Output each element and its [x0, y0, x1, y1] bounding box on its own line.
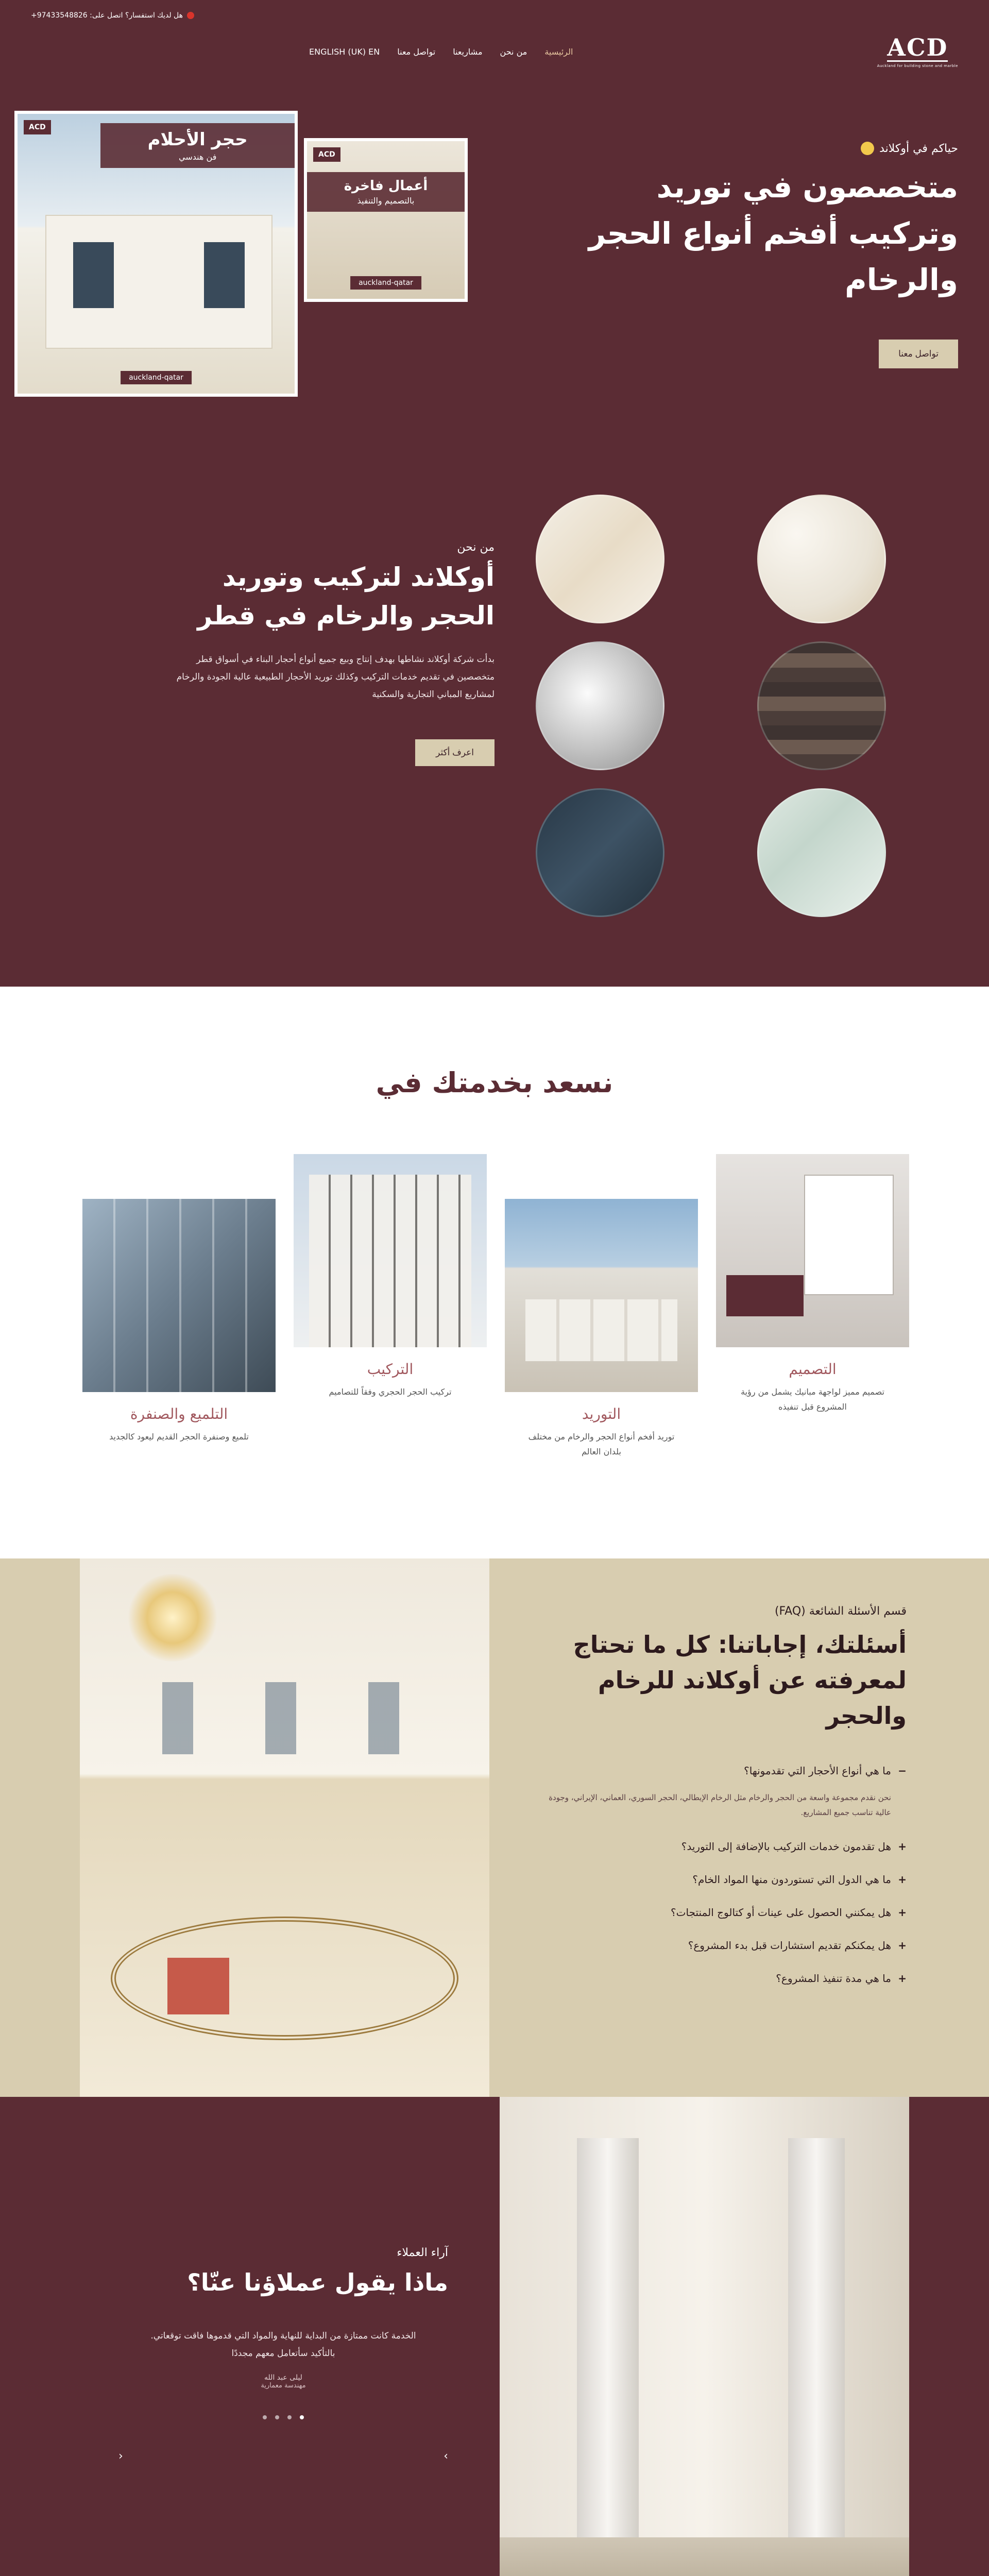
faq-item[interactable]: [536, 1939, 907, 1952]
faq-question: هل تقدمون خدمات التركيب بالإضافة إلى التوريد؟: [681, 1840, 891, 1853]
nav-menu: [309, 47, 573, 57]
floor-accent: [167, 1958, 229, 2014]
faq-item[interactable]: [536, 1906, 907, 1919]
service-desc: توريد أفخم أنواع الحجر والرخام من مختلف بلدان العالم: [528, 1432, 675, 1456]
service-polish-image: [82, 1199, 276, 1392]
hero-copy: [567, 142, 958, 368]
testimonials-section: [0, 2097, 989, 2576]
carousel-dot-active[interactable]: [300, 2415, 304, 2419]
stone-sample-dark-marble: [536, 788, 664, 917]
main-nav: [0, 28, 989, 75]
logo-mark: ACD: [887, 33, 948, 61]
carousel-dot[interactable]: [263, 2415, 267, 2419]
service-card-design[interactable]: [716, 1154, 909, 1415]
nav-item-home[interactable]: الرئيسية: [544, 46, 573, 57]
faq-title: أسئلتك، إجاباتنا: كل ما تحتاج لمعرفته عن أوكلاند للرخام والحجر: [573, 1631, 907, 1730]
expand-icon: +: [898, 1906, 907, 1919]
service-install-image: [294, 1154, 487, 1347]
about-title: أوكلاند لتركيب وتوريد الحجر والرخام في قطر: [197, 562, 494, 631]
faq-kicker: قسم الأسئلة الشائعة (FAQ): [774, 1605, 907, 1618]
service-title: التركيب: [367, 1361, 414, 1378]
hero-card-palace: [304, 138, 468, 302]
testimonials-body: [118, 2246, 448, 2463]
stone-sample-slate: [757, 641, 886, 770]
card-banner: [100, 123, 295, 168]
carousel-dot[interactable]: [275, 2415, 279, 2419]
expand-icon: +: [898, 1873, 907, 1886]
service-card-supply[interactable]: [505, 1199, 698, 1460]
carousel-dots: [118, 2415, 448, 2419]
topbar-phone[interactable]: [31, 11, 194, 20]
faq-question: ما هي أنواع الأحجار التي تقدمونها؟: [744, 1765, 891, 1777]
service-title: التوريد: [582, 1405, 621, 1422]
faq-item[interactable]: [536, 1840, 907, 1853]
stone-sample-green-marble: [757, 788, 886, 917]
about-body: بدأت شركة أوكلاند نشاطها بهدف إنتاج وبيع جميع أنواع أحجار البناء في أسواق قطر متخصصين في تقديم خدمات التركيب وكذلك توريد الأحجار الطبيعية عالية الجودة والرخام لمشاريع المباني التجارية والسكنية: [176, 654, 494, 700]
expand-icon: +: [898, 1840, 907, 1853]
nav-item-contact[interactable]: تواصل معنا: [397, 46, 436, 57]
service-title: التلميع والصنفرة: [130, 1405, 228, 1422]
phone-icon: [187, 12, 194, 19]
faq-item[interactable]: [536, 1765, 907, 1820]
faq-question: ما هي الدول التي تستوردون منها المواد الخام؟: [692, 1873, 891, 1886]
service-desc: تركيب الحجر الحجري وفقاً للتصاميم: [329, 1387, 452, 1397]
testimonials-image: [500, 2097, 909, 2576]
card-foot: auckland-qatar: [121, 371, 192, 384]
service-card-install[interactable]: [294, 1154, 487, 1400]
hero-title: متخصصون في توريد وتركيب أفخم أنواع الحجر والرخام: [588, 170, 958, 297]
carousel-dot[interactable]: [287, 2415, 292, 2419]
hero-section: [0, 0, 989, 397]
about-text: [175, 541, 494, 766]
faq-item[interactable]: [536, 1873, 907, 1886]
card-banner: [307, 172, 465, 212]
about-learn-more-button[interactable]: اعرف أكثر: [415, 739, 494, 766]
faq-answer: نحن نقدم مجموعة واسعة من الحجر والرخام مثل الرخام الإيطالي، الحجر السوري، العماني، الإيراني، وجودة عالية تناسب جميع المشاريع.: [549, 1793, 891, 1817]
service-title: التصميم: [789, 1361, 837, 1378]
card-banner-title: حجر الأحلام: [147, 129, 248, 150]
nav-item-about[interactable]: من نحن: [500, 46, 527, 57]
hero-palace-image: [307, 141, 465, 299]
about-kicker: من نحن: [457, 541, 494, 554]
faq-interior-image: [80, 1558, 489, 2097]
faq-question: ما هي مدة تنفيذ المشروع؟: [776, 1972, 891, 1985]
hero-welcome-text: حياكم في أوكلاند: [879, 142, 958, 155]
services-section: [0, 987, 989, 1558]
card-foot: auckland-qatar: [350, 276, 421, 290]
service-design-image: [716, 1154, 909, 1347]
stone-sample-grey-marble: [536, 641, 664, 770]
service-supply-image: [505, 1199, 698, 1392]
nav-item-language[interactable]: ENGLISH (UK) EN: [309, 46, 380, 57]
card-banner-sub: فن هندسي: [179, 152, 217, 162]
stone-sample-beige: [536, 495, 664, 623]
site-logo[interactable]: [877, 33, 958, 68]
card-brand: ACD: [313, 147, 340, 162]
wall-frames: [116, 1682, 453, 1754]
topbar-phone-text: هل لديك استفسار؟ اتصل على: 97433548826+: [31, 11, 183, 20]
testimonial-role: مهندسة معمارية: [261, 2382, 306, 2389]
logo-subtitle: Auckland for building stone and marble: [877, 63, 958, 68]
faq-list: [536, 1765, 907, 1985]
hero-villa-image: [18, 114, 295, 394]
service-desc: تصميم مميز لواجهة مبانيك يشمل من رؤية المشروع قبل تنفيذه: [741, 1387, 884, 1412]
card-banner-sub: بالتصميم والتنفيذ: [357, 196, 415, 206]
floor-medallion: [111, 1917, 458, 2040]
testimonial-text: الخدمة كانت ممتازة من البداية للنهاية والمواد التي قدموها فاقت توقعاتي. بالتأكيد سأتعامل معهم مجددًا: [150, 2331, 416, 2359]
testimonials-title: ماذا يقول عملاؤنا عنّا؟: [187, 2268, 448, 2296]
faq-item[interactable]: [536, 1972, 907, 1985]
lobby-floor: [500, 2537, 909, 2576]
card-brand: ACD: [24, 120, 51, 134]
waving-hand-icon: [861, 142, 874, 155]
services-title: نسعد بخدمتك في: [376, 1066, 613, 1099]
testimonial-quote: [149, 2327, 417, 2389]
faq-body: [536, 1605, 907, 2005]
about-section: [0, 397, 989, 987]
card-banner-title: أعمال فاخرة: [344, 178, 428, 194]
marble-pillar: [577, 2138, 639, 2540]
service-card-polish[interactable]: [82, 1199, 276, 1445]
chandelier: [126, 1574, 219, 1662]
hero-welcome: [567, 142, 958, 155]
faq-section: [0, 1558, 989, 2097]
stone-sample-cream: [757, 495, 886, 623]
stone-samples: [536, 495, 886, 917]
faq-question: هل يمكنكم تقديم استشارات قبل بدء المشروع؟: [688, 1939, 891, 1952]
expand-icon: +: [898, 1972, 907, 1985]
chevron-right-icon[interactable]: ›: [444, 2450, 448, 2463]
chevron-left-icon[interactable]: ‹: [118, 2450, 123, 2463]
hero-contact-button[interactable]: تواصل معنا: [879, 340, 958, 368]
marble-pillar: [788, 2138, 845, 2540]
nav-item-projects[interactable]: مشاريعنا: [453, 46, 483, 57]
service-desc: تلميع وصنفرة الحجر القديم ليعود كالجديد: [109, 1432, 249, 1442]
testimonial-author: ليلى عبد الله: [264, 2374, 302, 2382]
collapse-icon: −: [898, 1765, 907, 1777]
villa-building: [45, 215, 272, 349]
faq-question: هل يمكنني الحصول على عينات أو كتالوج المنتجات؟: [671, 1906, 891, 1919]
hero-card-villa: [14, 111, 298, 397]
testimonials-kicker: آراء العملاء: [397, 2246, 448, 2259]
expand-icon: +: [898, 1939, 907, 1952]
topbar: [0, 0, 989, 31]
